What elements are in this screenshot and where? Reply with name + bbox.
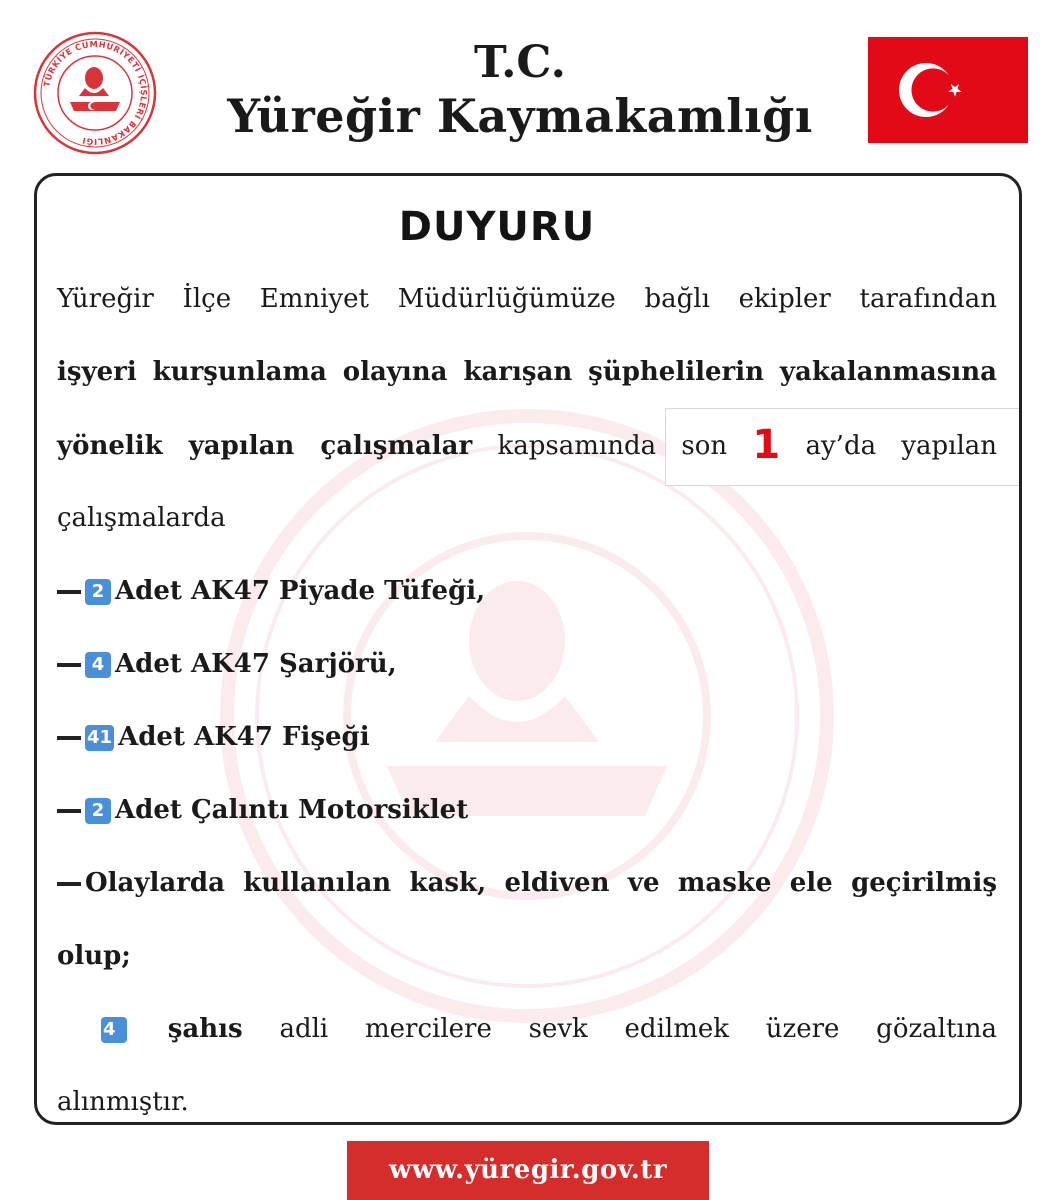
list-item: 41 Adet AK47 Fişeği bbox=[57, 701, 997, 774]
announcement-heading: DUYURU bbox=[398, 204, 596, 250]
keycap-number: 2 bbox=[85, 798, 111, 824]
dash-icon bbox=[57, 590, 81, 594]
keycap-number: 4 bbox=[101, 1017, 127, 1043]
dash-icon bbox=[57, 809, 81, 813]
intro-phrase-a: kapsamında son bbox=[497, 431, 728, 461]
dash-icon bbox=[57, 736, 81, 740]
intro-bold-phrase: yönelik yapılan çalışmalar bbox=[57, 431, 473, 461]
closing-bold: şahıs bbox=[167, 1014, 243, 1044]
list-item: 2 Adet AK47 Piyade Tüfeği, bbox=[57, 555, 997, 628]
keycap-number: 4 bbox=[85, 652, 111, 678]
page-title bbox=[180, 38, 860, 144]
intro-line-3 bbox=[57, 409, 997, 482]
list-item: 4 Adet AK47 Şarjörü, bbox=[57, 628, 997, 701]
ministry-seal-logo bbox=[32, 30, 158, 156]
dash-icon bbox=[57, 663, 81, 667]
extra-line-1: Olaylarda kullanılan kask, eldiven ve maske ele geçirilmiş bbox=[57, 847, 997, 920]
intro-line-4: çalışmalarda bbox=[57, 503, 226, 533]
website-link[interactable]: www.yüregir.gov.tr bbox=[347, 1141, 709, 1200]
announcement-card bbox=[34, 173, 1022, 1125]
extra-line-2: olup; bbox=[57, 941, 131, 971]
intro-line-1: Yüreğir İlçe Emniyet Müdürlüğümüze bağlı ekipler tarafından bbox=[57, 284, 997, 314]
intro-line-2: işyeri kurşunlama olayına karışan şüphelilerin yakalanmasına bbox=[57, 357, 997, 387]
keycap-number: 41 bbox=[85, 725, 114, 751]
closing-line-2: alınmıştır. bbox=[57, 1087, 189, 1117]
keycap-number: 2 bbox=[85, 579, 111, 605]
turkish-flag-icon bbox=[868, 37, 1028, 143]
title-tc: T.C. bbox=[474, 37, 566, 88]
month-count: 1 bbox=[752, 422, 781, 468]
list-item: 2 Adet Çalıntı Motorsiklet bbox=[57, 774, 997, 847]
dash-icon bbox=[57, 882, 81, 886]
seal-ring-text: TÜRKİYE CUMHURİYETİ İÇİŞLERİ BAKANLIĞI bbox=[41, 38, 150, 148]
closing-line-1: 4 şahıs adli mercilere sevk edilmek üzere gözaltına bbox=[103, 1014, 997, 1044]
announcement-body bbox=[57, 263, 997, 1125]
intro-phrase-b: ay’da yapılan bbox=[805, 431, 998, 461]
title-kaymakamlik: Yüreğir Kaymakamlığı bbox=[227, 89, 813, 143]
